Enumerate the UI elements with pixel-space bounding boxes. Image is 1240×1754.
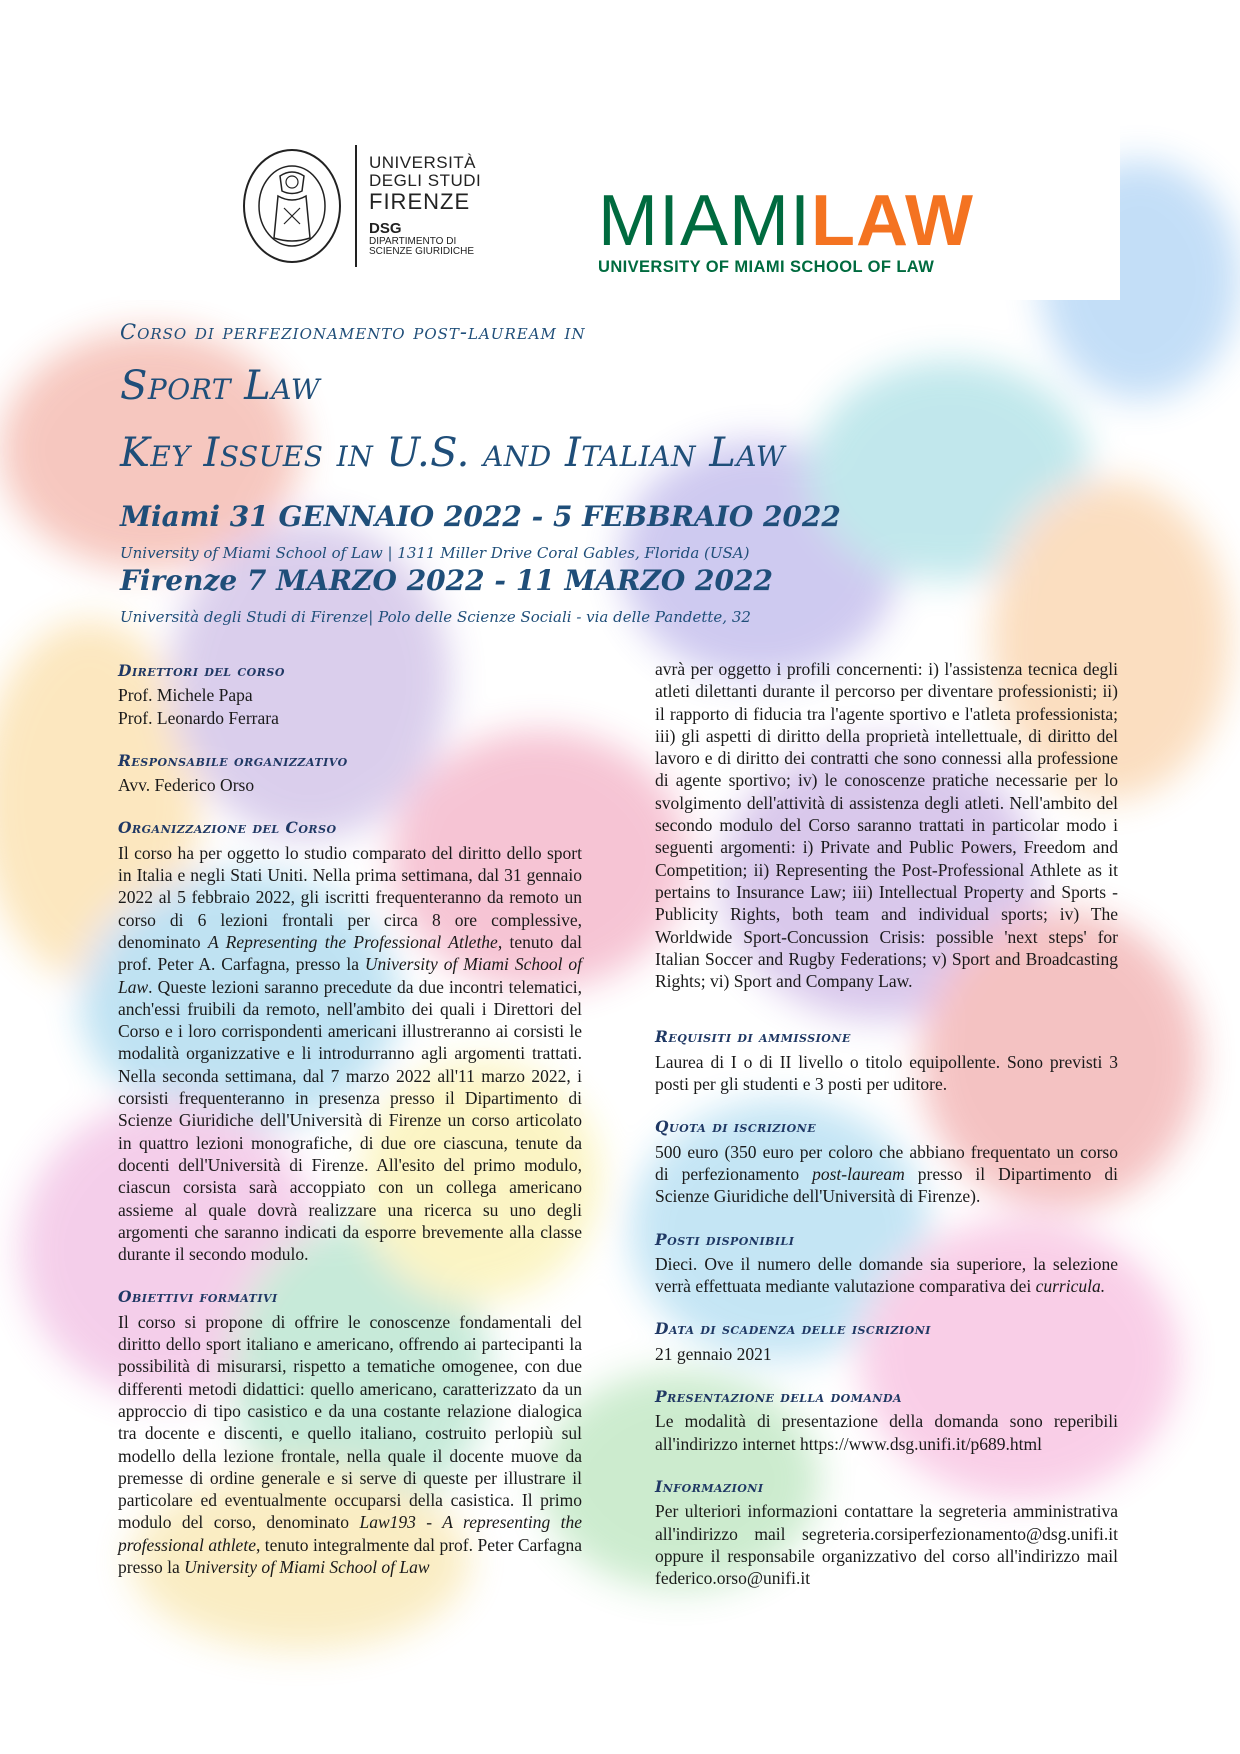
school-name-italic: University of Miami School of Law <box>118 954 582 997</box>
text-run: Il corso si propone di offrire le conoscenze fondamentali del diritto dello sport italiano e americano, offrendo ai partecipanti la possibilità di misurarsi, rispetto a tematiche omogenee, con due differenti metodi didattici: quello americano, caratterizzato da un approccio di tipo casistico e da una costante relazione dialogica tra docente e discenti, e quello italiano, costruito perlopiù sul modello della lezione frontale, nella quale il docente muove da premesse di ordine generale e si serve di queste per illustrare il particolare ed eventualmente occuparsi della casistica. Il primo modulo del corso, denominato <box>118 1311 582 1533</box>
text-run: , tenuto dal prof. Peter A. Carfagna, presso la <box>118 931 582 975</box>
obiettivi-continued-text <box>655 658 1118 992</box>
unifi-line2: DEGLI STUDI <box>369 171 482 191</box>
firenze-dates: Firenze 7 MARZO 2022 - 11 MARZO 2022 <box>120 564 773 597</box>
text-run: . Queste lezioni saranno precedute da due incontri telematici, anch'essi fruibili da remoto, nell'ambito dei quali i Direttori del Corso e i loro corrispondenti americani illustreranno ai corsisti le modalità organizzative e li introdurranno agli argomenti trattati. Nella seconda settimana, dal 7 marzo 2022 all'11 marzo 2022, i corsisti frequenteranno in presenza presso il Dipartimento di Scienze Giuridiche dell'Università di Firenze un corso articolato in quattro lezioni monografiche, di due ore ciascuna, tenute da docenti dell'Università di Firenze. All'esito del primo modulo, ciascun corsista sarà accoppiato con un collega americano assieme al quale dovrà realizzare una ricerca su uno degli argomenti che saranno indicati da esporre brevemente alla classe durante il secondo modulo. <box>118 976 582 1265</box>
course-title: Sport Law <box>120 363 321 409</box>
text-run: 500 euro (350 euro per coloro che abbiano frequentato un corso di perfezionamento <box>655 1141 1118 1184</box>
module-name-italic: Law193 - A representing the professional athlete <box>118 1512 582 1555</box>
posti-text <box>655 1253 1118 1298</box>
text-run: Dieci. Ove il numero delle domande sia superiore, la selezione verrà effettuata mediante valutazione comparativa dei <box>655 1253 1118 1297</box>
text-run: Il corso ha per oggetto lo studio comparato del diritto dello sport in Italia e negli Stati Uniti. Nella prima settimana, dal 31 gennaio 2022 al 5 febbraio 2022, gli iscritti frequenteranno da remoto un corso di 6 lezioni frontali per circa 8 ore complessive, denominato <box>118 842 582 952</box>
dsg-label: DSG <box>369 220 402 238</box>
section-heading: Organizzazione del Corso <box>118 818 337 838</box>
text-run: presso il Dipartimento di Scienze Giuridiche dell'Università di Firenze). <box>655 1163 1118 1207</box>
school-name-italic: University of Miami School of Law <box>184 1556 430 1577</box>
text-run: avrà per oggetto i profili concernenti: i) l'assistenza tecnica degli atleti dilettanti durante il percorso per diventare professionisti; ii) il rapporto di fiducia tra l'agente sportivo e l'atleta professionista; iii) gli aspetti di diritto della proprietà intellettuale, di diritto del lavoro e di diritto dei contratti che sono connessi alla professione di agente sportivo; iv) le conoscenze pratiche necessarie per lo svolgimento dell'attività di assistenza degli atleti. Nell'ambito del secondo modulo del Corso saranno trattati in particolar modo i seguenti argomenti: i) Private and Public Powers, Freedom and Competition; ii) Representing the Post-Professional Athlete as it pertains to Insurance Law; iii) Intellectual Property and Sports - Publicity Rights, both team and individual sports; iv) The Worldwide Sport-Concussion Crisis: possible 'next steps' for Italian Soccer and Rugby Federations; v) Sport and Broadcasting Rights; vi) Sport and Company Law. <box>655 659 1118 992</box>
section-heading: Direttori del corso <box>118 661 285 680</box>
section-obiettivi-continued <box>655 658 1118 992</box>
italic-term: curricula. <box>1035 1276 1106 1297</box>
dept-line2: SCIENZE GIURIDICHE <box>369 246 475 258</box>
miami-address: University of Miami School of Law | 1311 Miller Drive Coral Gables, Florida (USA) <box>120 544 750 562</box>
firenze-address: Università degli Studi di Firenze| Polo delle Scienze Sociali - via delle Pandette, 32 <box>120 608 751 626</box>
section-responsabile <box>118 750 582 797</box>
course-type-heading: Corso di perfezionamento post-lauream in <box>120 320 586 344</box>
informazioni-text: Per ulteriori informazioni contattare la segreteria amministrativa all'indirizzo mail segreteria.corsiperfezionamento@dsg.unifi.it oppure il responsabile organizzativo del corso all'indirizzo mail federico.orso@unifi.it <box>655 1501 1118 1589</box>
section-heading: Informazioni <box>655 1476 764 1496</box>
section-scadenza <box>655 1318 1118 1365</box>
logo-divider <box>355 145 357 267</box>
unifi-wordmark <box>369 154 481 258</box>
italic-term: post-lauream <box>812 1163 905 1184</box>
section-heading: Quota di iscrizione <box>655 1117 817 1137</box>
director-name: Prof. Michele Papa <box>118 685 253 706</box>
obiettivi-text <box>118 1311 582 1579</box>
miami-law-subtitle: UNIVERSITY OF MIAMI SCHOOL OF LAW <box>598 258 935 276</box>
scadenza-date: 21 gennaio 2021 <box>655 1343 772 1364</box>
section-posti <box>655 1229 1118 1298</box>
presentazione-text: Le modalità di presentazione della domanda sono reperibili all'indirizzo internet https://www.dsg.unifi.it/p689.html <box>655 1411 1118 1454</box>
organizer-name: Avv. Federico Orso <box>118 775 255 796</box>
section-informazioni <box>655 1476 1118 1589</box>
unifi-line1: UNIVERSITÀ <box>369 153 477 173</box>
organizzazione-text <box>118 842 582 1266</box>
section-heading: Requisiti di ammissione <box>655 1027 851 1047</box>
section-heading: Responsabile organizzativo <box>118 750 348 770</box>
section-direttori <box>118 660 582 729</box>
course-name-italic: A Representing the Professional Atlethe <box>207 931 498 952</box>
miami-law-wordmark <box>598 181 974 261</box>
requisiti-text: Laurea di I o di II livello o titolo equipollente. Sono previsti 3 posti per gli studenti e 3 posti per uditore. <box>655 1051 1118 1095</box>
director-name: Prof. Leonardo Ferrara <box>118 707 279 728</box>
course-subtitle: Key Issues in U.S. and Italian Law <box>120 430 786 476</box>
miami-dates: Miami 31 GENNAIO 2022 - 5 FEBBRAIO 2022 <box>120 500 841 533</box>
section-heading: Posti disponibili <box>655 1229 795 1249</box>
section-presentazione <box>655 1386 1118 1455</box>
right-column <box>655 658 1118 1610</box>
section-requisiti <box>655 1026 1118 1095</box>
unifi-logo <box>240 145 481 267</box>
quota-text <box>655 1141 1118 1208</box>
section-quota <box>655 1116 1118 1207</box>
section-heading: Obiettivi formativi <box>118 1287 278 1307</box>
section-heading: Data di scadenza delle iscrizioni <box>655 1319 931 1339</box>
law-text: LAW <box>810 181 974 261</box>
unifi-line3: FIRENZE <box>369 188 471 214</box>
section-heading: Presentazione della domanda <box>655 1387 903 1407</box>
miami-law-logo <box>598 181 974 277</box>
section-obiettivi <box>118 1286 582 1578</box>
dept-line1: DIPARTIMENTO DI <box>369 235 457 247</box>
text-run: , tenuto integralmente dal prof. Peter Carfagna presso la <box>118 1534 582 1577</box>
university-seal-icon <box>240 146 345 266</box>
miami-text: MIAMI <box>598 181 811 261</box>
section-organizzazione <box>118 817 582 1265</box>
left-column <box>118 660 582 1599</box>
